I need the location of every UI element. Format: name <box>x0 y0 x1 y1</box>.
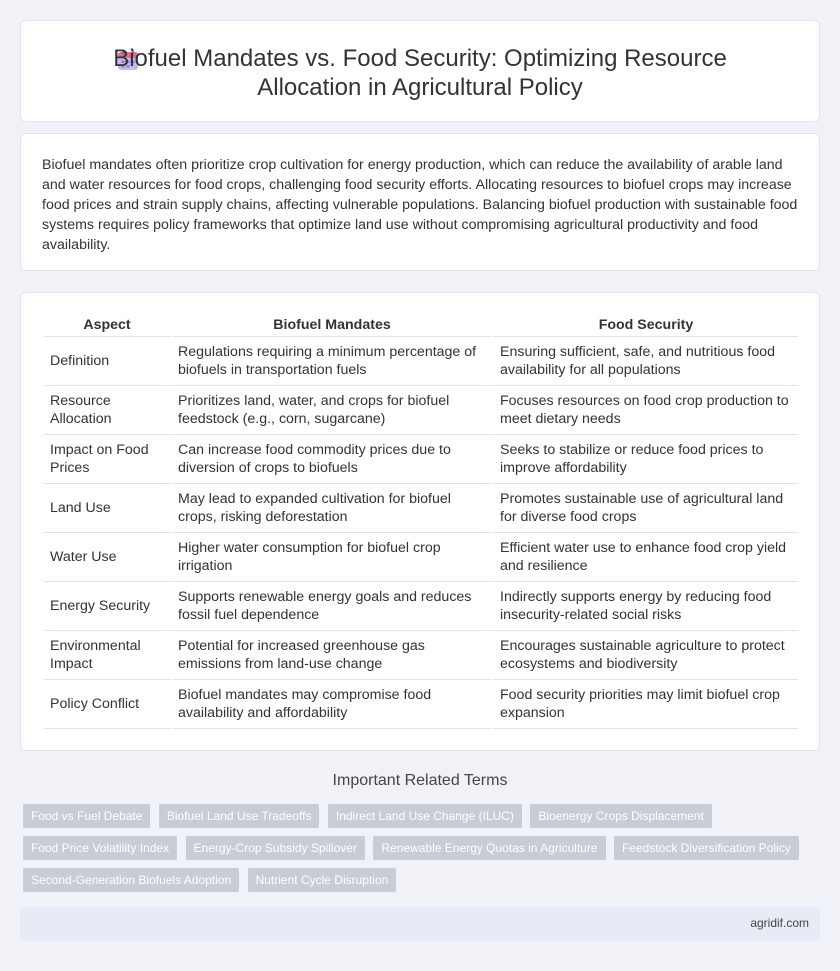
table-row <box>44 484 798 533</box>
table-row <box>44 680 798 729</box>
food-security-cell: Promotes sustainable use of agricultural land for diverse food crops <box>494 484 798 533</box>
table-row <box>44 386 798 435</box>
biofuel-cell: Potential for increased greenhouse gas emissions from land-use change <box>172 631 492 680</box>
biofuel-cell: Supports renewable energy goals and reduces fossil fuel dependence <box>172 582 492 631</box>
tag-link[interactable]: Second-Generation Biofuels Adoption <box>23 868 239 892</box>
header-biofuel-mandates: Biofuel Mandates <box>172 315 492 337</box>
tag-link[interactable]: Food vs Fuel Debate <box>23 804 150 828</box>
biofuel-cell: Prioritizes land, water, and crops for biofuel feedstock (e.g., corn, sugarcane) <box>172 386 492 435</box>
biofuel-cell: May lead to expanded cultivation for biofuel crops, risking deforestation <box>172 484 492 533</box>
aspect-cell: Water Use <box>44 533 170 582</box>
tag-link[interactable]: Nutrient Cycle Disruption <box>248 868 397 892</box>
food-security-cell: Encourages sustainable agriculture to protect ecosystems and biodiversity <box>494 631 798 680</box>
header-aspect: Aspect <box>44 315 170 337</box>
footer-site-link[interactable]: agridif.com <box>750 916 809 930</box>
tag-link[interactable]: Energy-Crop Subsidy Spillover <box>186 836 365 860</box>
header-card <box>20 20 820 122</box>
aspect-cell: Definition <box>44 337 170 386</box>
biofuel-cell: Biofuel mandates may compromise food availability and affordability <box>172 680 492 729</box>
tag-link[interactable]: Bioenergy Crops Displacement <box>530 804 711 828</box>
table-row <box>44 631 798 680</box>
aspect-cell: Energy Security <box>44 582 170 631</box>
comparison-table-card <box>20 292 820 751</box>
footer-bar <box>20 907 820 941</box>
aspect-cell: Land Use <box>44 484 170 533</box>
table-row <box>44 337 798 386</box>
aspect-cell: Impact on Food Prices <box>44 435 170 484</box>
biofuel-cell: Regulations requiring a minimum percentage of biofuels in transportation fuels <box>172 337 492 386</box>
table-row <box>44 435 798 484</box>
related-terms-title: Important Related Terms <box>332 772 508 789</box>
food-security-cell: Seeks to stabilize or reduce food prices to improve affordability <box>494 435 798 484</box>
table-header-row <box>44 315 798 337</box>
tag-link[interactable]: Biofuel Land Use Tradeoffs <box>159 804 320 828</box>
header-food-security: Food Security <box>494 315 798 337</box>
food-security-cell: Efficient water use to enhance food crop yield and resilience <box>494 533 798 582</box>
food-security-cell: Indirectly supports energy by reducing food insecurity-related social risks <box>494 582 798 631</box>
food-security-cell: Ensuring sufficient, safe, and nutritious food availability for all populations <box>494 337 798 386</box>
aspect-cell: Environmental Impact <box>44 631 170 680</box>
tag-link[interactable]: Food Price Volatility Index <box>23 836 177 860</box>
tag-link[interactable]: Renewable Energy Quotas in Agriculture <box>373 836 605 860</box>
biofuel-cell: Higher water consumption for biofuel crop irrigation <box>172 533 492 582</box>
table-row <box>44 533 798 582</box>
intro-paragraph: Biofuel mandates often prioritize crop cultivation for energy production, which can reduce the availability of arable land and water resources for food crops, challenging food security efforts. Allocating resources to biofuel crops may increase food prices and strain supply chains, affecting vulnerable populations. Balancing biofuel production with sustainable food systems requires policy frameworks that optimize land use without compromising agricultural productivity and food availability. <box>42 157 798 253</box>
food-security-cell: Food security priorities may limit biofuel crop expansion <box>494 680 798 729</box>
biofuel-cell: Can increase food commodity prices due to diversion of crops to biofuels <box>172 435 492 484</box>
tag-link[interactable]: Feedstock Diversification Policy <box>614 836 799 860</box>
food-security-cell: Focuses resources on food crop production to meet dietary needs <box>494 386 798 435</box>
related-terms-tags <box>23 804 813 900</box>
comparison-table <box>42 315 800 729</box>
aspect-cell: Policy Conflict <box>44 680 170 729</box>
aspect-cell: Resource Allocation <box>44 386 170 435</box>
page-title: Biofuel Mandates vs. Food Security: Optimizing Resource Allocation in Agricultural Policy <box>113 45 727 101</box>
intro-card <box>20 133 820 271</box>
tag-link[interactable]: Indirect Land Use Change (ILUC) <box>328 804 522 828</box>
table-row <box>44 582 798 631</box>
